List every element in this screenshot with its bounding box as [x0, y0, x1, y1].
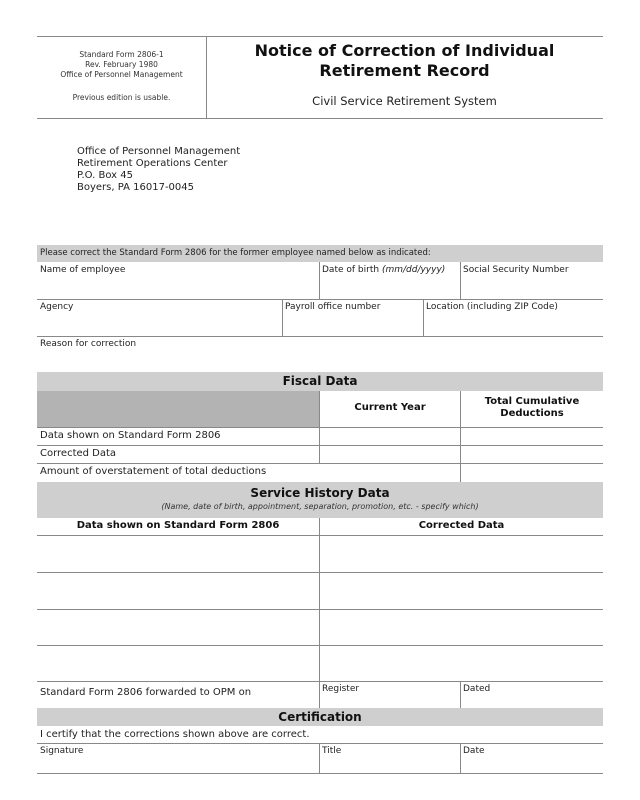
- divider: [319, 262, 320, 299]
- header-bottom-rule: [37, 118, 603, 119]
- fiscal-title: Fiscal Data: [282, 374, 358, 388]
- name-of-employee-label[interactable]: Name of employee: [40, 265, 126, 275]
- divider: [319, 518, 320, 708]
- divider: [423, 299, 424, 336]
- edition-note: Previous edition is usable.: [72, 93, 171, 102]
- form-title-line1: Notice of Correction of Individual: [254, 41, 555, 60]
- fiscal-header-shaded: [37, 391, 319, 427]
- rule: [37, 743, 603, 744]
- service-history-subtitle: (Name, date of birth, appointment, separation, promotion, etc. - specify which): [161, 502, 479, 511]
- divider: [282, 299, 283, 336]
- rule: [37, 773, 603, 774]
- mailing-address: [77, 146, 240, 194]
- form-number: Standard Form 2806-1: [79, 50, 164, 59]
- ssn-label[interactable]: Social Security Number: [463, 265, 569, 275]
- agency-label[interactable]: Agency: [40, 302, 74, 312]
- divider: [319, 743, 320, 773]
- register-label[interactable]: Register: [322, 684, 360, 694]
- form-subtitle: Civil Service Retirement System: [312, 94, 497, 108]
- rule: [37, 336, 603, 337]
- rule: [37, 572, 603, 573]
- service-history-title: Service History Data: [250, 486, 390, 500]
- payroll-office-label[interactable]: Payroll office number: [285, 302, 381, 312]
- date-of-birth-text: Date of birth: [322, 265, 380, 275]
- form-agency: Office of Personnel Management: [60, 70, 183, 79]
- rule: [37, 681, 603, 682]
- overstatement-cover: [319, 464, 460, 482]
- service-col-right: Corrected Data: [418, 520, 505, 531]
- dated-label[interactable]: Dated: [463, 684, 491, 694]
- location-label[interactable]: Location (including ZIP Code): [426, 302, 558, 312]
- address-line1: Office of Personnel Management: [77, 146, 241, 157]
- title-label[interactable]: Title: [322, 746, 342, 756]
- fiscal-row-corrected[interactable]: Corrected Data: [40, 448, 117, 459]
- instruction-text: Please correct the Standard Form 2806 for the former employee named below as indicated:: [40, 248, 431, 258]
- date-of-birth-format: (mm/dd/yyyy): [381, 265, 446, 275]
- rule: [37, 645, 603, 646]
- rule: [37, 445, 603, 446]
- rule: [37, 535, 603, 536]
- rule: [37, 609, 603, 610]
- signature-label[interactable]: Signature: [40, 746, 84, 756]
- address-line3: P.O. Box 45: [77, 170, 133, 181]
- date-of-birth-label[interactable]: [322, 265, 445, 276]
- form-title-line2: Retirement Record: [319, 61, 490, 80]
- divider: [460, 743, 461, 773]
- rule: [37, 299, 603, 300]
- divider: [460, 262, 461, 299]
- service-col-left: Data shown on Standard Form 2806: [76, 520, 280, 531]
- reason-label[interactable]: Reason for correction: [40, 339, 137, 349]
- certification-title: Certification: [278, 710, 362, 724]
- divider: [460, 681, 461, 708]
- col-total-cumulative: [461, 396, 603, 420]
- address-line4: Boyers, PA 16017-0045: [77, 182, 195, 193]
- col-current-year: Current Year: [354, 402, 426, 413]
- header-top-rule: [37, 36, 603, 37]
- fiscal-row-overstatement[interactable]: Amount of overstatement of total deductions: [40, 466, 267, 477]
- fiscal-row-shown[interactable]: Data shown on Standard Form 2806: [40, 430, 221, 441]
- address-line2: Retirement Operations Center: [77, 158, 228, 169]
- form-revision: Rev. February 1980: [85, 60, 158, 69]
- date-label[interactable]: Date: [463, 746, 485, 756]
- col-total-line2: Deductions: [500, 408, 564, 419]
- forwarded-label[interactable]: Standard Form 2806 forwarded to OPM on: [40, 687, 252, 698]
- col-total-line1: Total Cumulative: [484, 396, 580, 407]
- rule: [37, 427, 603, 428]
- certification-statement: I certify that the corrections shown above are correct.: [40, 729, 310, 740]
